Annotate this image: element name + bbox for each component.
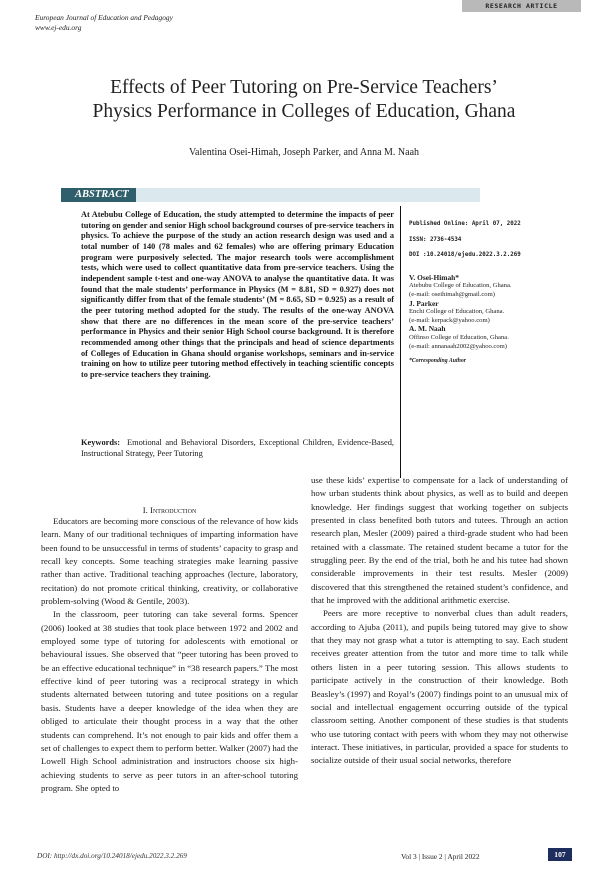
- journal-name: European Journal of Education and Pedagogy: [35, 13, 173, 22]
- journal-header: [35, 13, 173, 33]
- article-type-badge: RESEARCH ARTICLE: [462, 0, 581, 12]
- journal-url[interactable]: www.ej-edu.org: [35, 23, 82, 32]
- keywords: [81, 438, 394, 459]
- keywords-label: Keywords:: [81, 438, 121, 447]
- author-name: J. Parker: [409, 298, 439, 308]
- title-line-2: Physics Performance in Colleges of Education, Ghana: [92, 101, 516, 122]
- keywords-list: Emotional and Behavioral Disorders, Exceptional Children, Evidence-Based, Instructional Strategy, Peer Tutoring: [81, 438, 394, 458]
- author-affiliation: Atebubu College of Education, Ghana.: [409, 282, 512, 290]
- paragraph: use these kids’ expertise to compensate for a lack of understanding of how urban students think about physics, as well as to build and deepen knowledge. Her findings suggest that working together on subjects presented in class benefited both tutors and tutees. Through an action research plan, Mesler (2009) paired a third-grade student who had been retained with a classmate. The retained student became a tutor for the struggling peer. By the end of the trial, both he and his tutee had shown considerable improvements in their test results. Mesler (2009) discovered that this strengthened the retained student’s confidence, and that he improved with the additional arithmetic exercise.: [311, 475, 568, 606]
- abstract-label: ABSTRACT: [61, 188, 136, 202]
- article-title: [40, 76, 568, 124]
- doi[interactable]: DOI :10.24018/ejedu.2022.3.2.269: [409, 252, 521, 259]
- author-email[interactable]: (e-mail: annanaah2002@yahoo.com): [409, 342, 507, 350]
- author-email[interactable]: (e-mail: oseihimah@gmail.com): [409, 290, 495, 298]
- published-date: Published Online: April 07, 2022: [409, 221, 521, 227]
- author-name: V. Osei-Himah*: [409, 272, 459, 282]
- paragraph: Peers are more receptive to nonverbal clues than adult readers, according to Ajuba (2011), and pupils being tutored may give to show that they may not grasp what a tutor is attempting to say. Each student receives greater attention from the tutor and more time to talk while others listen in a peer tutoring session. This allows students to participate actively in the construction of their knowledge. Both Beasley’s (1997) and Royal’s (2007) findings point to an unusual mix of social and intellectual engagement occurring outside of the typical classroom setting. Another component of these studies is that students who use tutoring contact with peers with whom they may not otherwise interact. These initiatives, in particular, provided a space for students to socialize outside of their usual social networks, therefore: [311, 608, 568, 766]
- abstract-divider: [400, 206, 401, 478]
- body-column-left: [41, 515, 298, 795]
- author-name: A. M. Naah: [409, 324, 446, 334]
- author-affiliation: Enchi College of Education, Ghana.: [409, 308, 505, 316]
- title-line-1: Effects of Peer Tutoring on Pre-Service Teachers’: [110, 77, 498, 98]
- author-list: Valentina Osei-Himah, Joseph Parker, and Anna M. Naah: [188, 147, 420, 158]
- author-affiliation: Offinso College of Education, Ghana.: [409, 333, 509, 341]
- body-column-right: [311, 474, 568, 768]
- footer-doi-link[interactable]: DOI: http://dx.doi.org/10.24018/ejedu.2022.3.2.269: [37, 852, 187, 860]
- footer-volume-info: Vol 3 | Issue 2 | April 2022: [401, 852, 480, 861]
- page-number: 107: [548, 848, 572, 861]
- corresponding-author-note: *Corresponding Author: [409, 358, 466, 365]
- author-email[interactable]: (e-mail: kerpack@yahoo.com): [409, 316, 490, 324]
- paragraph: In the classroom, peer tutoring can take several forms. Spencer (2006) looked at 38 studies that took place between 1972 and 2002 and employed some type of tutoring for adolescents with emotional or behavioural issues. She observed that “peer tutoring has been proved to be an effective educational technique” in “38 research papers.” The most effective kind of peer tutoring was a reciprocal strategy in which students alternated between tutoring and tutee positions on a regular basis. Students have a deeper knowledge of the idea when they are obliged to articulate their thought process in a way that the other students can comprehend. It’s not enough to pair kids and offer them a set of challenges to expect them to perform better. Walker (2007) had the Lowell High School administration and instructors choose six high-achieving students to serve as peer tutors in an after-school tutoring program. She opted to: [41, 609, 298, 793]
- paragraph: Educators are becoming more conscious of the relevance of how kids learn. Many of our traditional techniques of imparting information have been found to be unsuccessful in terms of students’ capacity to grasp and recall key concepts. Some teaching strategies make learning passive rather than active. Traditional teaching approaches (lecture, laboratory, recitation) do not promote critical thinking, creativity, or collaborative problem-solving (Wood & Gentile, 2003).: [41, 516, 298, 607]
- article-metadata: [409, 220, 594, 366]
- abstract-text: At Atebubu College of Education, the study attempted to determine the impacts of peer tutoring on gender and senior High school background courses of pre-service teachers in physics. To achieve the purpose of the study an action research design was used and a total number of 140 (78 males and 62 females) who are offering primary Education program were purposively selected. The major research tools were accomplishment tests, which were used to collect quantitative data from pre-service teachers. Using the independent sample t-test and one-way ANOVA to analyse the quantitative data. It was found that the male students’ performance in Physics (M = 8.81, SD = 0.927) does not significantly differ from that of the female students’ (M = 8.65, SD = 0.925) as a result of the peer tutoring method adopted for the study. The results of the one-way ANOVA show that there are no differences in the mean score of the pre-service teachers’ performance in Physics and their senior High School course background. It is therefore recommended among other things that the principals and head of science departments of Colleges of Education in Ghana should organise workshops, seminars and in-service training on how to utilize peer tutoring method effectively in teaching scientific concepts to pre-service teachers they training.: [81, 210, 394, 379]
- issn: ISSN: 2736-4534: [409, 236, 462, 243]
- section-heading-introduction: I. Introduction: [142, 505, 197, 515]
